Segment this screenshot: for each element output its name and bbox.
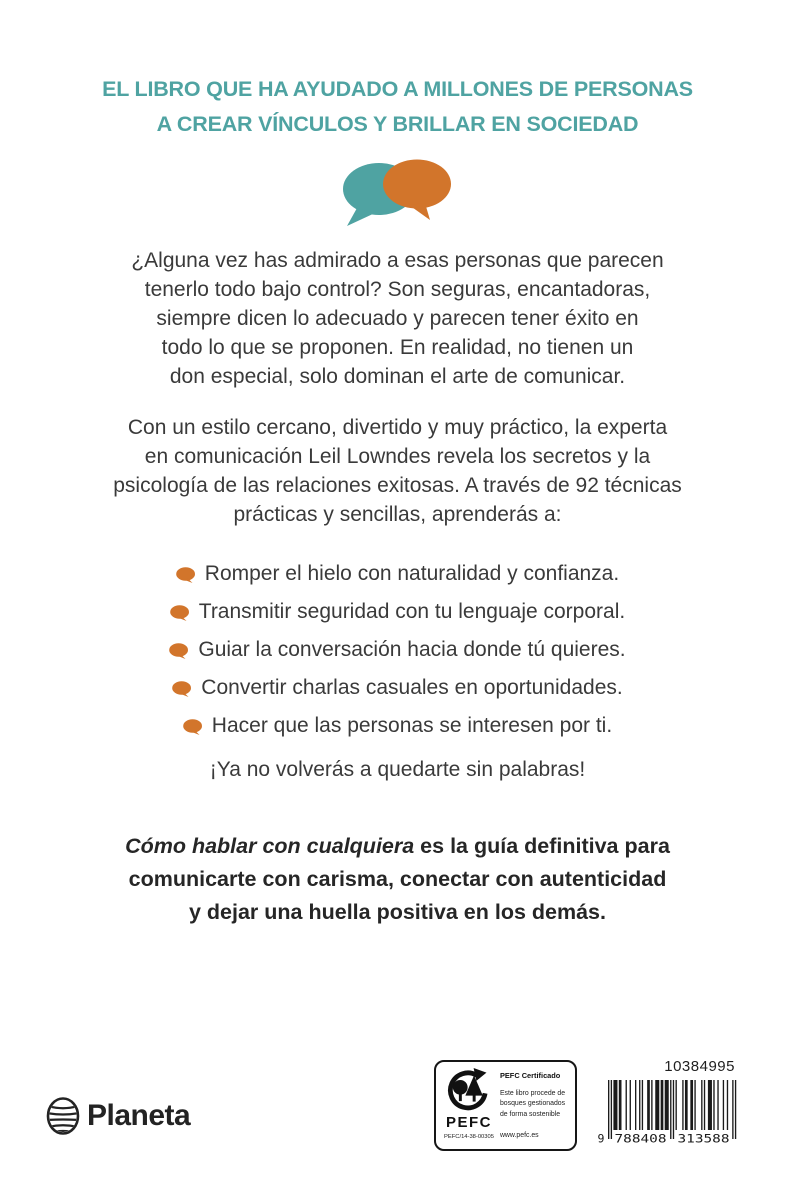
planeta-logo (46, 1096, 190, 1136)
closing-line-2: comunicarte con carisma, conectar con autenticidad (128, 867, 667, 891)
pefc-cert-code: PEFC/14-38-00305 (444, 1134, 494, 1140)
svg-text:313588: 313588 (677, 1131, 730, 1146)
benefit-text: Romper el hielo con naturalidad y confianza. (204, 562, 620, 585)
closing-line-1-rest: es la guía definitiva para (414, 834, 670, 858)
benefit-text: Transmitir seguridad con tu lenguaje corporal. (198, 600, 626, 623)
ean-barcode (597, 1080, 738, 1148)
closing-line-1 (0, 830, 795, 863)
benefits-list (0, 555, 795, 745)
pefc-acronym: PEFC (445, 1114, 492, 1131)
book-title-italic: Cómo hablar con cualquiera (125, 834, 415, 858)
closing-paragraph (0, 830, 795, 929)
svg-text:9: 9 (597, 1131, 605, 1146)
pefc-left-column (444, 1068, 494, 1144)
globe-icon (46, 1096, 80, 1136)
publisher-name: Planeta (87, 1099, 191, 1132)
about-line: prácticas y sencillas, aprenderás a: (233, 503, 562, 526)
intro-line: don especial, solo dominan el arte de comunicar. (169, 365, 626, 388)
pefc-description: Este libro procede de bosques gestionados de forma sostenible (499, 1090, 566, 1118)
bubble-bullet-icon (170, 605, 191, 622)
bubble-bullet-icon (183, 719, 204, 736)
closing-line-3: y dejar una huella positiva en los demás. (188, 900, 606, 924)
intro-line: todo lo que se proponen. En realidad, no tienen un (161, 336, 634, 359)
pefc-url: www.pefc.es (499, 1132, 539, 1139)
benefit-text: Convertir charlas casuales en oportunidades. (201, 676, 623, 699)
intro-line: tenerlo todo bajo control? Son seguras, encantadoras, (144, 278, 651, 301)
tagline (0, 0, 795, 142)
promise-line: ¡Ya no volverás a quedarte sin palabras! (209, 758, 586, 781)
svg-text:788408: 788408 (614, 1131, 667, 1146)
pefc-title: PEFC Certificado (499, 1071, 561, 1080)
about-line: psicología de las relaciones exitosas. A través de 92 técnicas (113, 474, 682, 497)
bubble-bullet-icon (176, 567, 197, 584)
intro-line: ¿Alguna vez has admirado a esas personas que parecen (131, 249, 664, 272)
pefc-right-column (494, 1068, 572, 1144)
benefit-text: Guiar la conversación hacia donde tú quieres. (198, 638, 626, 661)
intro-line: siempre dicen lo adecuado y parecen tener éxito en (156, 307, 639, 330)
benefit-item (0, 707, 795, 745)
benefit-item (0, 593, 795, 631)
barcode-block (597, 1058, 741, 1153)
tagline-line-2: A CREAR VÍNCULOS Y BRILLAR EN SOCIEDAD (156, 112, 639, 136)
benefit-item (0, 631, 795, 669)
benefit-item (0, 555, 795, 593)
about-line: en comunicación Leil Lowndes revela los secretos y la (144, 445, 651, 468)
intro-paragraph (0, 246, 795, 391)
bubble-bullet-icon (169, 643, 190, 660)
speech-bubbles-icon (0, 156, 795, 228)
about-line: Con un estilo cercano, divertido y muy práctico, la experta (127, 416, 668, 439)
about-paragraph (0, 413, 795, 529)
benefit-item (0, 669, 795, 707)
tagline-line-1: EL LIBRO QUE HA AYUDADO A MILLONES DE PERSONAS (102, 77, 693, 101)
pefc-certification (434, 1060, 577, 1151)
product-code: 10384995 (664, 1058, 735, 1075)
bubble-bullet-icon (172, 681, 193, 698)
pefc-trees-icon (446, 1068, 492, 1114)
benefit-text: Hacer que las personas se interesen por ti. (211, 714, 613, 737)
